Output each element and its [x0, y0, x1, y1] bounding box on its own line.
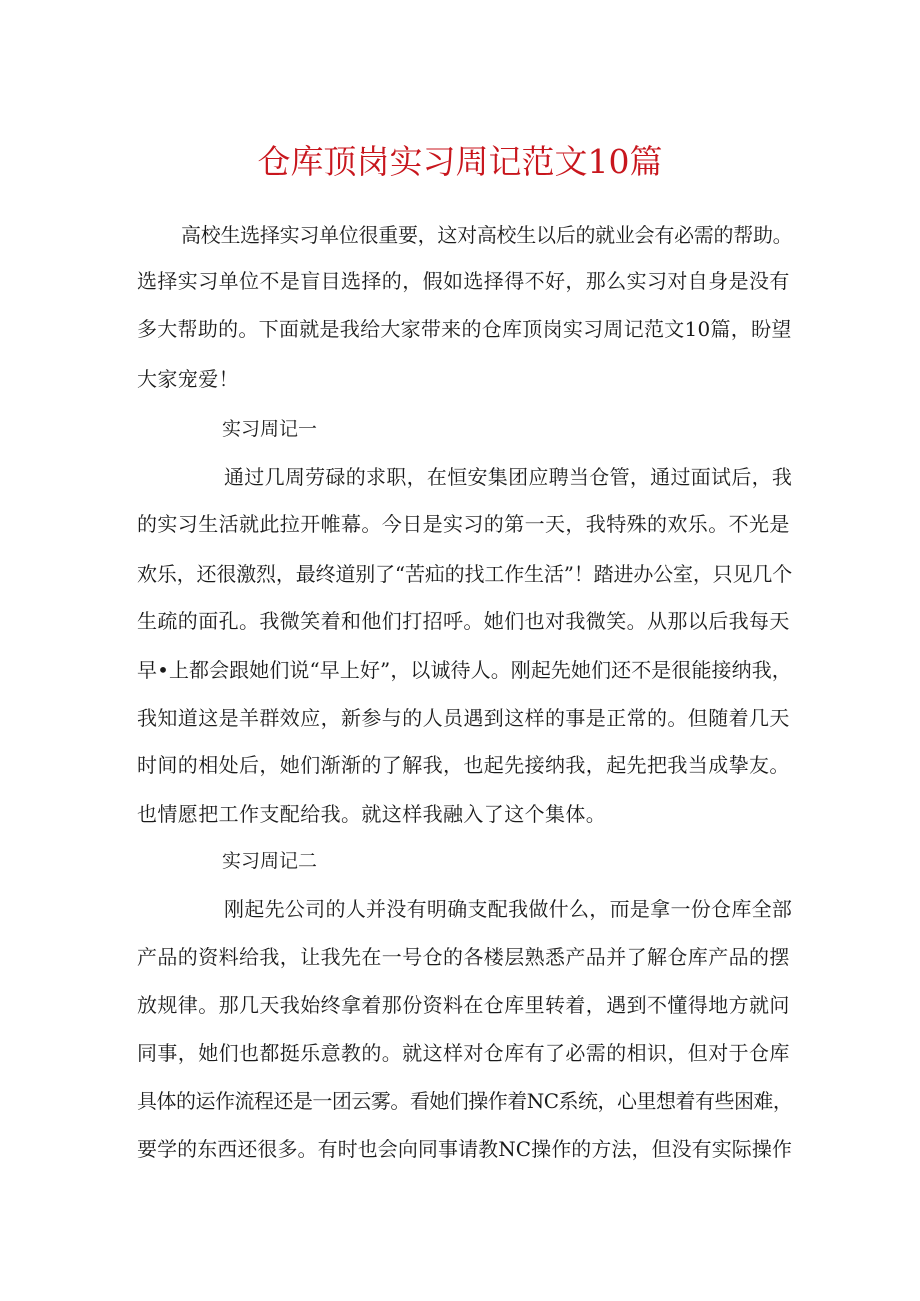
- paragraph-line: 刚起先公司的人并没有明确支配我做什么，而是拿一份仓库全部: [224, 897, 793, 921]
- paragraph-line: 欢乐，还很激烈，最终道别了“苦疝的找工作生活”！踏进办公室，只见几个: [137, 562, 793, 586]
- intro-line: 高校生选择实习单位很重要，这对高校生以后的就业会有必需的帮助。: [181, 223, 793, 247]
- intro-line: 大家宠爱！: [137, 367, 239, 391]
- paragraph-line: 通过几周劳碌的求职，在恒安集团应聘当仓管，通过面试后，我: [224, 465, 793, 489]
- paragraph-line: 的实习生活就此拉开帷幕。今日是实习的第一天，我特殊的欢乐。不光是: [137, 512, 790, 536]
- page-title: 仓库顶岗实习周记范文10篇: [257, 142, 663, 181]
- paragraph-line: 要学的东西还很多。有时也会向同事请教NC操作的方法，但没有实际操作: [137, 1137, 793, 1161]
- section-heading: 实习周记一: [222, 418, 318, 440]
- paragraph-line: 也情愿把工作支配给我。就这样我融入了这个集体。: [137, 802, 607, 826]
- paragraph-line: 同事，她们也都挺乐意教的。就这样对仓库有了必需的相识，但对于仓库: [137, 1041, 790, 1065]
- intro-line: 多大帮助的。下面就是我给大家带来的仓库顶岗实习周记范文10篇，盼望: [137, 317, 792, 341]
- intro-line: 选择实习单位不是盲目选择的，假如选择得不好，那么实习对自身是没有: [137, 269, 790, 293]
- paragraph-line: 生疏的面孔。我微笑着和他们打招呼。她们也对我微笑。从那以后我每天: [137, 609, 790, 633]
- paragraph-line: 早•上都会跟她们说“早上好”，以诚待人。刚起先她们还不是很能接纳我，: [137, 658, 792, 682]
- paragraph-line: 时间的相处后，她们渐渐的了解我，也起先接纳我，起先把我当成挚友。: [137, 753, 790, 777]
- paragraph-line: 具体的运作流程还是一团云雾。看她们操作着NC系统，心里想着有些困难，: [137, 1089, 793, 1113]
- paragraph-line: 放规律。那几天我始终拿着那份资料在仓库里转着，遇到不懂得地方就问: [137, 993, 790, 1017]
- paragraph-line: 我知道这是羊群效应，新参与的人员遇到这样的事是正常的。但随着几天: [137, 706, 790, 730]
- paragraph-line: 产品的资料给我，让我先在一号仓的各楼层熟悉产品并了解仓库产品的摆: [137, 945, 790, 969]
- section-heading: 实习周记二: [222, 850, 318, 872]
